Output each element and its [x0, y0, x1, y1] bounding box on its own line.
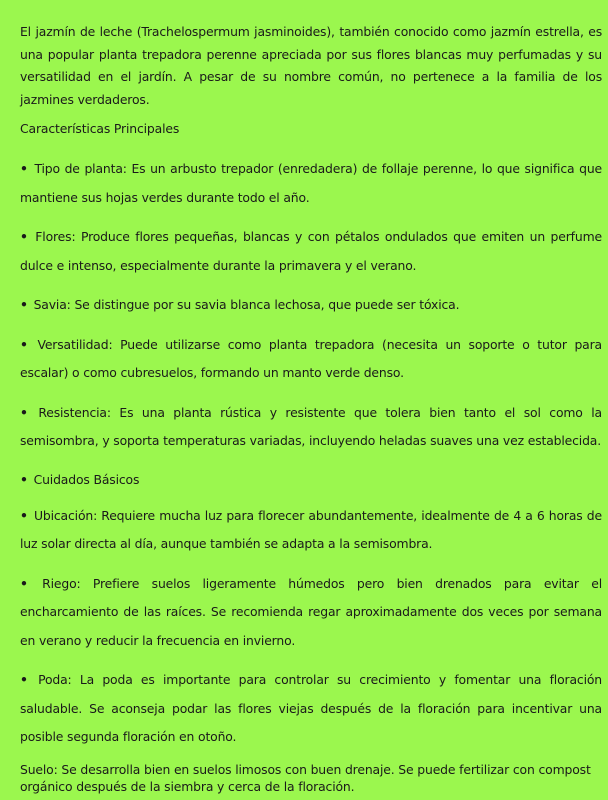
care-text: Ubicación: Requiere mucha luz para florecer abundantemente, idealmente de 4 a 6 horas de luz solar directa al día, aunque también se adapta a la semisombra. — [20, 507, 602, 551]
feature-item-flowers — [20, 223, 602, 280]
feature-text: Tipo de planta: Es un arbusto trepador (enredadera) de follaje perenne, lo que significa que mantiene sus hojas verdes durante todo el año. — [20, 161, 602, 205]
care-title — [20, 469, 602, 491]
feature-item-plant-type — [20, 155, 602, 212]
bullet-icon: • — [20, 672, 28, 687]
care-text: Riego: Prefiere suelos ligeramente húmedos pero bien drenados para evitar el encharcamiento de las raíces. Se recomienda regar aproximadamente dos veces por semana en verano y reducir la frecuencia en invierno. — [20, 575, 603, 648]
care-title-text: Cuidados Básicos — [33, 471, 140, 487]
bullet-icon: • — [20, 336, 28, 352]
care-item-pruning — [20, 666, 602, 752]
bullet-icon: • — [20, 575, 28, 591]
section-title: Características Principales — [20, 121, 180, 136]
bullet-icon: • — [20, 404, 28, 420]
feature-text: Savia: Se distingue por su savia blanca lechosa, que puede ser tóxica. — [33, 297, 460, 312]
feature-text: Versatilidad: Puede utilizarse como planta trepadora (necesita un soporte o tutor para escalar) o como cubresuelos, formando un manto verde denso. — [20, 336, 602, 380]
bullet-icon: • — [20, 161, 28, 176]
intro-paragraph: El jazmín de leche (Trachelospermum jasminoides), también conocido como jazmín estrella, es una popular planta trepadora perenne apreciada por sus flores blancas muy perfumadas y su versatilidad en el jardín. A pesar de su nombre común, no pertenece a la familia de los jazmines verdaderos. — [20, 24, 602, 107]
bullet-icon: • — [20, 507, 28, 523]
feature-text: Flores: Produce flores pequeñas, blancas y con pétalos ondulados que emiten un perfume dulce e intenso, especialmente durante la primavera y el verano. — [20, 229, 602, 273]
care-item-watering — [20, 570, 602, 656]
feature-item-versatility — [20, 331, 602, 388]
care-text: Poda: La poda es importante para controlar su crecimiento y fomentar una floración saludable. Se aconseja podar las flores viejas después de la floración para incentivar una posible segunda floración en otoño. — [20, 672, 603, 744]
soil-paragraph: Suelo: Se desarrolla bien en suelos limosos con buen drenaje. Se puede fertilizar con compost orgánico después de la siembra y cerca de la floración. — [20, 761, 591, 794]
bullet-icon: • — [20, 471, 28, 487]
feature-item-sap — [20, 291, 602, 320]
feature-text: Resistencia: Es una planta rústica y resistente que tolera bien tanto el sol como la semisombra, y soporta temperaturas variadas, incluyendo heladas suaves una vez establecida. — [20, 404, 602, 448]
feature-item-resistance — [20, 399, 602, 456]
care-item-location — [20, 502, 602, 559]
bullet-icon: • — [20, 297, 28, 312]
bullet-icon: • — [20, 229, 28, 244]
